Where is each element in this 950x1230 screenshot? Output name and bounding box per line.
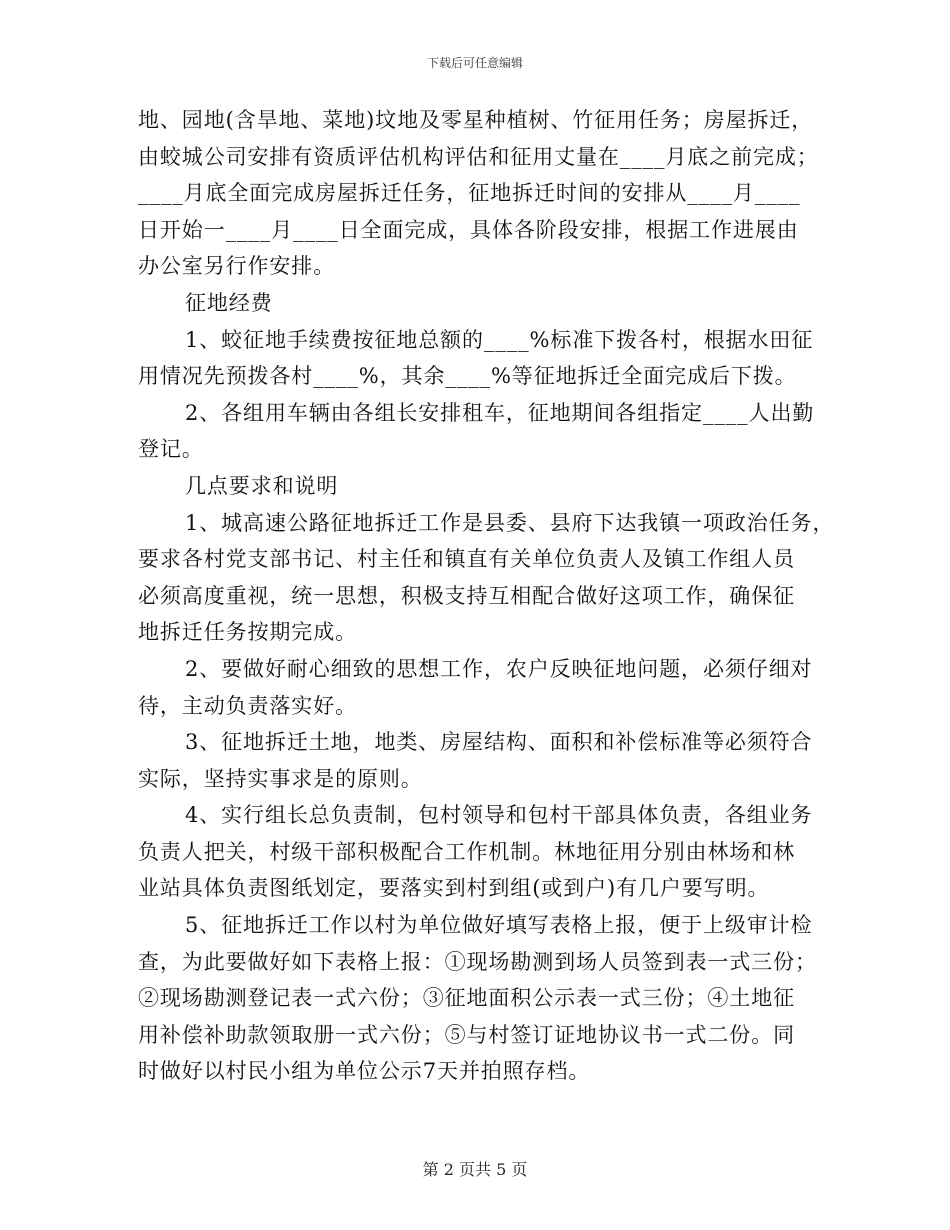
text-line: 实际，坚持实事求是的原则。 [138, 766, 423, 791]
text-line: 负责人把关，村级干部积极配合工作机制。林地征用分别由林场和林 [138, 839, 795, 864]
text-line: 1、城高速公路征地拆迁工作是县委、县府下达我镇一项政治任务， [185, 510, 835, 535]
text-line: ②现场勘测登记表一式六份；③征地面积公示表一式三份；④土地征 [138, 986, 795, 1011]
text-line: 用情况先预拨各村____%，其余____%等征地拆迁全面完成后下拨。 [138, 364, 797, 389]
text-line: 地、园地(含旱地、菜地)坟地及零星种植树、竹征用任务；房屋拆迁， [138, 108, 814, 132]
text-line: 必须高度重视，统一思想，积极支持互相配合做好这项工作，确保征 [138, 583, 795, 608]
text-line: 地拆迁任务按期完成。 [138, 620, 357, 645]
text-line: 征地经费 [185, 290, 273, 315]
text-line: 查，为此要做好如下表格上报：①现场勘测到场人员签到表一式三份； [138, 949, 817, 974]
text-line: 2、要做好耐心细致的思想工作，农户反映征地问题，必须仔细对 [185, 656, 813, 681]
text-line: 5、征地拆迁工作以村为单位做好填写表格上报，便于上级审计检 [185, 913, 813, 938]
text-line: ____月底全面完成房屋拆迁任务，征地拆迁时间的安排从____月____ [138, 181, 801, 206]
document-body [138, 102, 838, 1090]
text-line: 由蛟城公司安排有资质评估机构评估和征用丈量在____月底之前完成； [138, 144, 819, 169]
text-line: 时做好以村民小组为单位公示7天并拍照存档。 [138, 1059, 591, 1084]
text-line: 1、蛟征地手续费按征地总额的____%标准下拨各村，根据水田征 [185, 327, 814, 352]
text-line: 4、实行组长总负责制，包村领导和包村干部具体负责，各组业务 [185, 803, 813, 828]
text-line: 日开始一____月____日全面完成，具体各阶段安排，根据工作进展由 [138, 217, 799, 242]
text-line: 待，主动负责落实好。 [138, 693, 357, 718]
page-header-note: 下载后可任意编辑 [426, 56, 523, 70]
text-line: 要求各村党支部书记、村主任和镇直有关单位负责人及镇工作组人员 [138, 547, 795, 572]
text-line: 业站具体负责图纸划定，要落实到村到组(或到户)有几户要写明。 [138, 876, 770, 901]
text-line: 登记。 [138, 437, 204, 462]
text-line: 3、征地拆迁土地，地类、房屋结构、面积和补偿标准等必须符合 [185, 730, 813, 755]
page-number-footer: 第 2 页共 5 页 [422, 1160, 528, 1179]
text-line: 用补偿补助款领取册一式六份；⑤与村签订证地协议书一式二份。同 [138, 1022, 795, 1047]
text-line: 办公室另行作安排。 [138, 254, 336, 279]
text-line: 几点要求和说明 [185, 473, 339, 498]
text-line: 2、各组用车辆由各组长安排租车，征地期间各组指定____人出勤 [185, 400, 815, 425]
